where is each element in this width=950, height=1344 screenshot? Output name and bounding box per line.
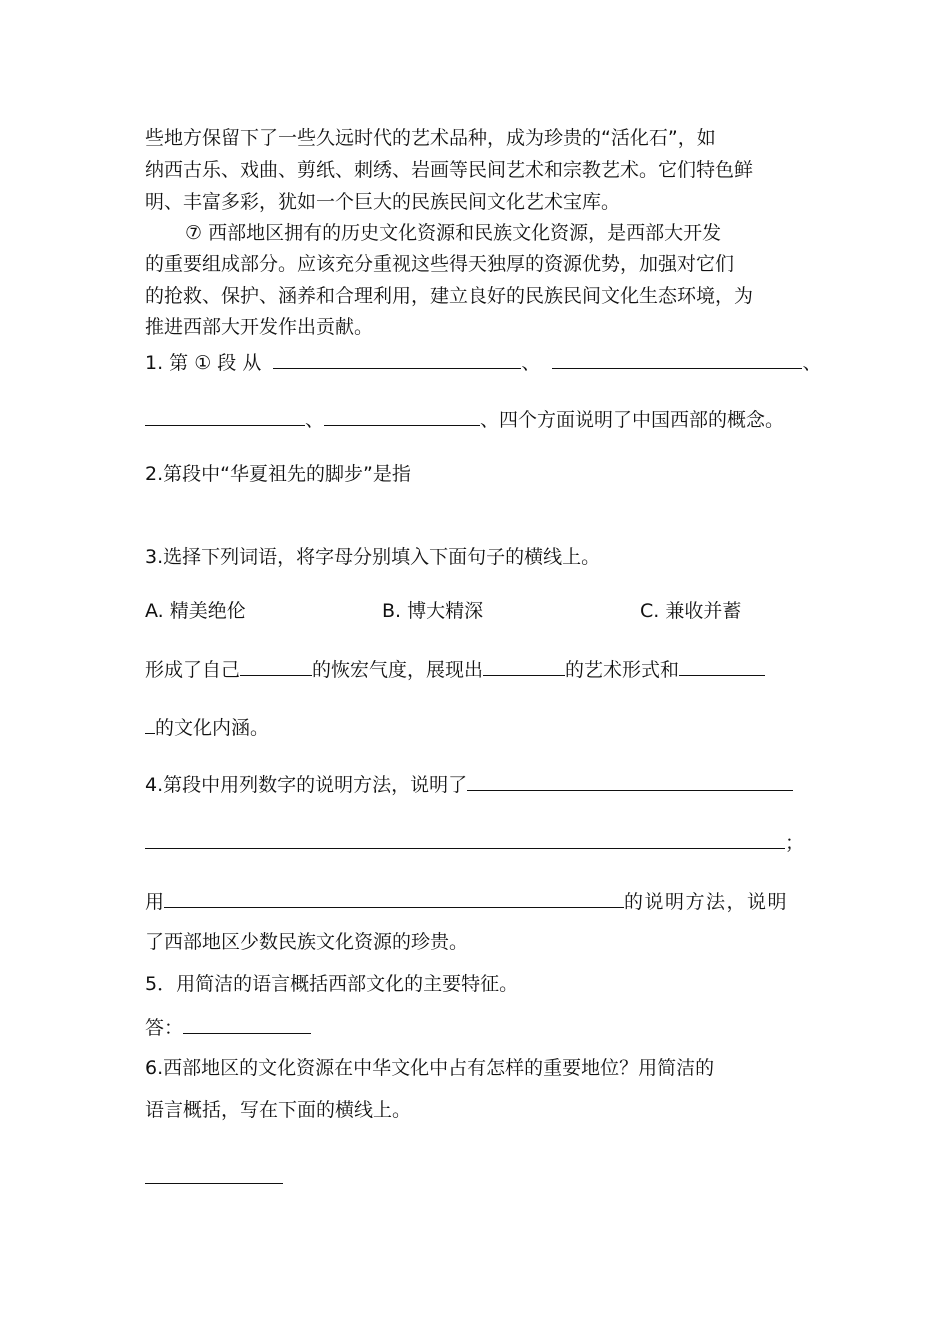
passage-line: 推进西部大开发作出贡献。 (145, 316, 374, 338)
passage-line: 的抢救、保护、涵养和合理利用，建立良好的民族民间文化生态环境，为 (145, 285, 754, 307)
question-1 (145, 350, 821, 375)
answer-blank[interactable] (164, 889, 624, 908)
question-4-method (145, 889, 788, 914)
question-4-line: 了西部地区少数民族文化资源的珍贵。 (145, 931, 469, 953)
question-4 (145, 772, 793, 797)
question-6-cont: 语言概括，写在下面的横线上。 (145, 1099, 412, 1121)
question-4-prefix: 4.第段中用列数字的说明方法，说明了 (145, 774, 468, 796)
question-3-sentence-cont (145, 715, 269, 740)
sentence-part: 形成了自己 (145, 659, 241, 681)
sentence-part: 的文化内涵。 (155, 717, 270, 739)
answer-blank[interactable] (240, 657, 312, 676)
option-a: A. 精美绝伦 (145, 600, 246, 622)
passage-line: 的重要组成部分。应该充分重视这些得天独厚的资源优势，加强对它们 (145, 253, 735, 275)
sentence-part: 的恢宏气度，展现出 (312, 659, 484, 681)
sentence-part: 用 (145, 891, 165, 913)
answer-blank[interactable] (552, 350, 802, 369)
option-c: C. 兼收并蓄 (640, 600, 742, 622)
passage-line: 纳西古乐、戏曲、剪纸、刺绣、岩画等民间艺术和宗教艺术。它们特色鲜 (145, 159, 754, 181)
passage-line: 些地方保留下了一些久远时代的艺术品种，成为珍贵的“活化石”，如 (145, 127, 716, 149)
answer-blank[interactable] (679, 657, 765, 676)
question-5: 5．用简洁的语言概括西部文化的主要特征。 (145, 973, 519, 995)
question-1-tail: 、四个方面说明了中国西部的概念。 (480, 409, 785, 431)
passage-line: ⑦ 西部地区拥有的历史文化资源和民族文化资源，是西部大开发 (185, 222, 722, 244)
question-3: 3.选择下列词语，将字母分别填入下面句子的横线上。 (145, 546, 601, 568)
answer-blank[interactable] (145, 407, 305, 426)
answer-blank[interactable] (483, 657, 565, 676)
passage-line: 明、丰富多彩，犹如一个巨大的民族民间文化艺术宝库。 (145, 191, 621, 213)
sentence-part: 的说明方法，说明 (624, 891, 789, 913)
separator: 、 (802, 352, 822, 374)
sentence-part: 的艺术形式和 (565, 659, 680, 681)
question-1-prefix: 1. 第 ① 段 从 (145, 352, 262, 374)
question-3-sentence (145, 657, 765, 682)
question-6: 6.西部地区的文化资源在中华文化中占有怎样的重要地位？用简洁的 (145, 1057, 715, 1079)
answer-label: 答： (145, 1017, 184, 1039)
answer-blank[interactable] (183, 1015, 311, 1034)
question-6-answer (145, 1165, 283, 1190)
answer-blank[interactable] (467, 772, 793, 791)
question-5-answer (145, 1015, 311, 1040)
answer-blank[interactable] (324, 407, 480, 426)
separator: 、 (305, 409, 325, 431)
answer-blank[interactable] (145, 1165, 283, 1184)
answer-blank[interactable] (145, 715, 155, 734)
answer-blank[interactable] (273, 350, 521, 369)
answer-blank[interactable] (145, 830, 785, 849)
separator: 、 (521, 352, 541, 374)
question-2: 2.第段中“华夏祖先的脚步”是指 (145, 463, 411, 485)
question-4-cont (145, 830, 804, 855)
question-1-cont (145, 407, 784, 432)
semicolon: ； (785, 832, 805, 854)
option-b: B. 博大精深 (382, 600, 484, 622)
